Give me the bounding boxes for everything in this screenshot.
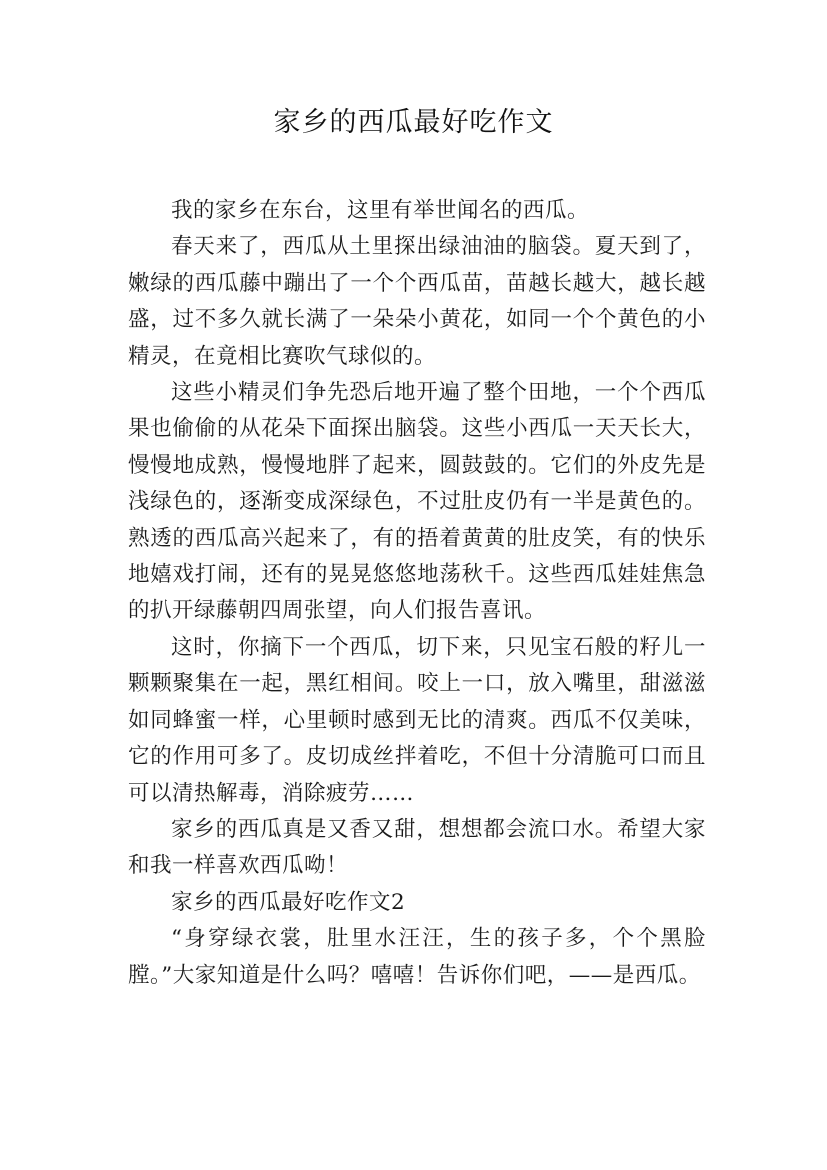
- section-heading-essay-2: 家乡的西瓜最好吃作文2: [171, 889, 406, 915]
- paragraph-growth: 这些小精灵们争先恐后地开遍了整个田地，一个个西瓜果也偷偷的从花朵下面探出脑袋。这些小西瓜一天天长大，慢慢地成熟，慢慢地胖了起来，圆鼓鼓的。它们的外皮先是浅绿色的，逐渐变成深绿色，不过肚皮仍有一半是黄色的。熟透的西瓜高兴起来了，有的捂着黄黄的肚皮笑，有的快乐地嬉戏打闹，还有的晃晃悠悠地荡秋千。这些西瓜娃娃焦急的扒开绿藤朝四周张望，向人们报告喜讯。: [128, 380, 706, 624]
- paragraph-spring-summer: 春天来了，西瓜从土里探出绿油油的脑袋。夏天到了，嫩绿的西瓜藤中蹦出了一个个西瓜苗，苗越长越大，越长越盛，过不多久就长满了一朵朵小黄花，如同一个个黄色的小精灵，在竟相比赛吹气球似的。: [128, 234, 706, 369]
- paragraph-intro: 我的家乡在东台，这里有举世闻名的西瓜。: [171, 198, 590, 223]
- document-body: [128, 193, 706, 994]
- document-title: 家乡的西瓜最好吃作文: [273, 107, 554, 138]
- paragraph-taste: 这时，你摘下一个西瓜，切下来，只见宝石般的籽儿一颗颗聚集在一起，黑红相间。咬上一口，放入嘴里，甜滋滋如同蜂蜜一样，心里顿时感到无比的清爽。西瓜不仅美味，它的作用可多了。皮切成丝拌着吃，不但十分清脆可口而且可以清热解毒，消除疲劳……: [128, 634, 706, 806]
- paragraph-riddle: “身穿绿衣裳，肚里水汪汪，生的孩子多，个个黑脸膛。”大家知道是什么吗？嘻嘻！告诉你们吧，——是西瓜。: [128, 926, 706, 988]
- paragraph-conclusion: 家乡的西瓜真是又香又甜，想想都会流口水。希望大家和我一样喜欢西瓜呦！: [128, 816, 706, 879]
